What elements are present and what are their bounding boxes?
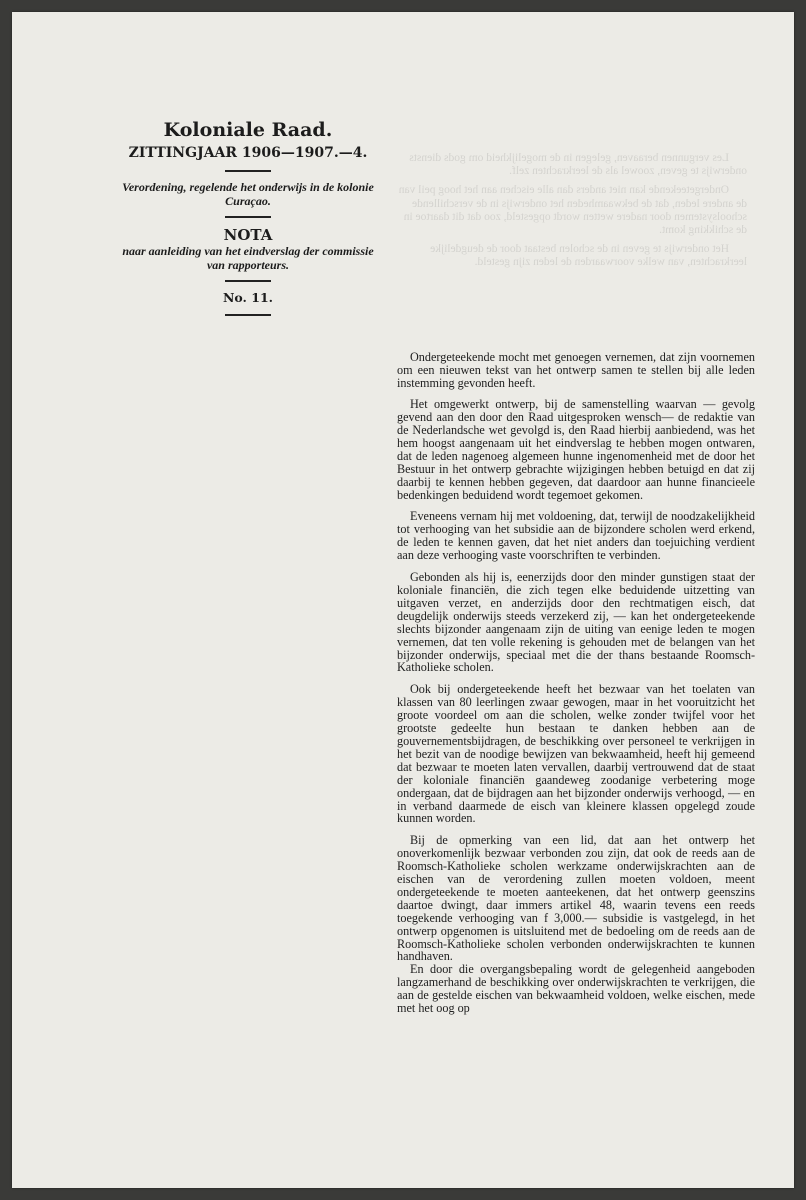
body-paragraph: En door die overgangsbepaling wordt de gelegenheid aangeboden langzamerhand de beschikking over onderwijskrachten te verkrijgen, die aan de gestelde eischen van bekwaamheid voldoen, welke eischen, mede met het oog op [397, 962, 755, 1016]
body-paragraph: Bij de opmerking van een lid, dat aan het ontwerp het onoverkomenlijk bezwaar verbonden zou zijn, dat ook de reeds aan de Roomsch-Katholieke scholen werkzame onderwijskrachten aan de eischen van de verordening zullen moeten voldoen, meent ondergeteekende te moeten aanteekenen, dat het ontwerp geenszins daartoe dwingt, daar immers artikel 48, waarin tevens een reeds toegekende verhooging van f 3,000.— subsidie is vastgelegd, in het ontwerp opgenomen is uitsluitend met de bedoeling om de reeds aan de Roomsch-Katholieke scholen verbonden onderwijskrachten te kunnen handhaven. [397, 832, 755, 964]
bleed-through-text: Les vergunnen beraaven, gelegen in de mogelijkheid om gods diensts onderwijs te geven, zoowel als de leerkrachten zelf. Ondergeteekende kan niet anders dan alle eischen aan het hoog peil van de andere leden, dat de bekwaamheden het onderwijs in de verschillende schoolsystemen door nadere wetten wordt opgesteld, zoo dat dit daartoe in de schikking komt. Het onderwijs te geven in de scholen bestaat door de deugdelijke leerkrachten, van welke voorwaarden de leden zijn gesteld. [398, 152, 747, 269]
council-title: Koloniale Raad. [163, 119, 333, 141]
session-year: ZITTINGJAAR 1906—1907.—4. [128, 145, 368, 161]
number-divider [225, 314, 271, 316]
body-paragraph: Gebonden als hij is, eenerzijds door den minder gunstigen staat der koloniale financiën, die zich tegen elke beduidende uitzetting van uitgaven verzet, en anderzijds door den rechtmatigen eisch, dat deugdelijk onderwijs steeds verzekerd zij, — kan het ondergeteekende slechts bijzonder aangenaam zijn de uiting van eenige leden te mogen vernemen, dat ten volle rekening is gehouden met de belangen van het bijzonder onderwijs, speciaal met die der thans bestaande Roomsch-Katholieke scholen. [397, 569, 755, 675]
caption-divider [225, 280, 271, 282]
body-paragraph: Eveneens vernam hij met voldoening, dat, terwijl de noodzakelijkheid tot verhooging van het subsidie aan de bijzondere scholen werd erkend, de leden te kennen gaven, dat het niet anders dan toejuiching verdient aan deze verhooging vaste voorschriften te verbinden. [397, 509, 755, 563]
document-number: No. 11. [223, 290, 273, 305]
nota-heading: NOTA [223, 226, 273, 244]
ordinance-subject: Verordening, regelende het onderwijs in de kolonie Curaçao. [122, 180, 374, 208]
document-header [112, 118, 384, 324]
nota-caption: naar aanleiding van het eindverslag der commissie van rapporteurs. [122, 244, 374, 272]
subject-divider [225, 216, 271, 218]
body-paragraph: Ondergeteekende mocht met genoegen vernemen, dat zijn voornemen om een nieuwen tekst van het ontwerp samen te stellen bij alle leden instemming gevonden heeft. [397, 350, 755, 390]
document-page [12, 12, 794, 1188]
nota-body [397, 351, 755, 1024]
body-paragraph: Ook bij ondergeteekende heeft het bezwaar van het toelaten van klassen van 80 leerlingen zwaar gewogen, maar in het vooruitzicht het groote voordeel om aan die scholen, welke zonder twijfel voor het grootste gedeelte hun bestaan te danken hebben aan de gouvernementsbijdragen, de beschikking over personeel te verkrijgen in het bezit van de noodige bewijzen van bekwaamheid, heeft hij gemeend dat bezwaar te moeten laten vervallen, daarbij vertrouwend dat de staat der koloniale financiën gaandeweg zoodanige verbetering moge ondergaan, dat de bijdragen aan het bijzonder onderwijs verhoogd, — en in verband daarmede de eisch van kleinere klassen opgelegd zoude kunnen worden. [397, 681, 755, 826]
body-paragraph: Het omgewerkt ontwerp, bij de samenstelling waarvan — gevolg gevend aan den door den Raad uitgesproken wensch— de redaktie van de Nederlandsche wet gevolgd is, den Raad hierbij aanbiedend, was het hem hoogst aangenaam uit het eindverslag te hebben mogen ontwaren, dat de leden nagenoeg algemeen hunne ingenomenheid met de door het Bestuur in het ontwerp gebrachte wijzigingen hebben betuigd en dat zij daarbij te kennen hebben gegeven, dat daardoor aan hunne financieele bedenkingen beduidend wordt tegemoet gekomen. [397, 397, 755, 503]
header-divider [225, 170, 271, 172]
